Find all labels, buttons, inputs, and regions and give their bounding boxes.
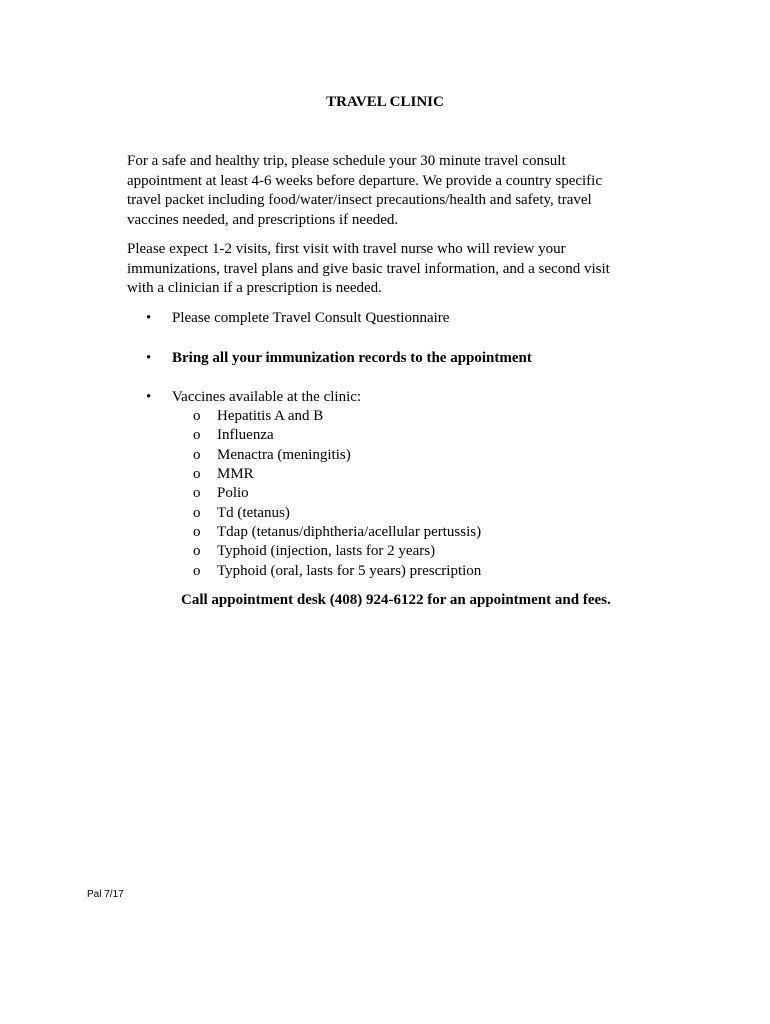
list-item: [193, 465, 481, 484]
vaccine-item: Menactra (meningitis): [217, 446, 351, 463]
footer-revision: Pal 7/17: [87, 889, 124, 900]
vaccine-item: Typhoid (injection, lasts for 2 years): [217, 543, 436, 560]
bullet-vaccines-available: Vaccines available at the clinic:: [172, 389, 362, 405]
sub-bullet-marker: o: [193, 504, 201, 521]
bullet-marker: •: [146, 350, 152, 366]
vaccine-item: MMR: [217, 466, 254, 483]
appointment-callout: Call appointment desk (408) 924-6122 for an appointment and fees.: [181, 592, 611, 608]
sub-bullet-marker: o: [193, 466, 201, 483]
list-item: [193, 407, 481, 426]
document-title: TRAVEL CLINIC: [326, 94, 444, 110]
list-item: [193, 484, 481, 503]
bullet-marker: •: [146, 310, 152, 326]
sub-bullet-marker: o: [193, 524, 201, 541]
sub-bullet-marker: o: [193, 543, 201, 560]
vaccine-item: Typhoid (oral, lasts for 5 years) prescription: [217, 562, 482, 579]
sub-bullet-marker: o: [193, 408, 201, 424]
visits-paragraph: Please expect 1-2 visits, first visit with travel nurse who will review your immunizations, travel plans and give basic travel information, and a second visit with a clinician if a prescription is needed.: [127, 241, 610, 296]
list-item: [193, 562, 481, 581]
list-item: [193, 542, 481, 561]
bullet-questionnaire: Please complete Travel Consult Questionnaire: [172, 310, 450, 326]
vaccine-item: Tdap (tetanus/diphtheria/acellular pertussis): [217, 524, 482, 541]
sub-bullet-marker: o: [193, 427, 201, 444]
list-item: [193, 504, 481, 523]
vaccine-item: Influenza: [217, 427, 274, 444]
vaccine-item: Hepatitis A and B: [217, 408, 324, 424]
bullet-immunization-records: Bring all your immunization records to the appointment: [172, 350, 532, 366]
list-item: [193, 446, 481, 465]
sub-bullet-marker: o: [193, 562, 201, 579]
bullet-marker: •: [146, 389, 152, 405]
vaccine-item: Td (tetanus): [217, 504, 290, 521]
sub-bullet-marker: o: [193, 485, 201, 502]
list-item: [193, 523, 481, 542]
vaccine-list: [193, 407, 481, 581]
list-item: [193, 426, 481, 445]
vaccine-item: Polio: [217, 485, 249, 502]
sub-bullet-marker: o: [193, 446, 201, 463]
intro-paragraph: For a safe and healthy trip, please schedule your 30 minute travel consult appointment at least 4-6 weeks before departure. We provide a country specific travel packet including food/water/insect precautions/health and safety, travel vaccines needed, and prescriptions if needed.: [127, 153, 602, 228]
